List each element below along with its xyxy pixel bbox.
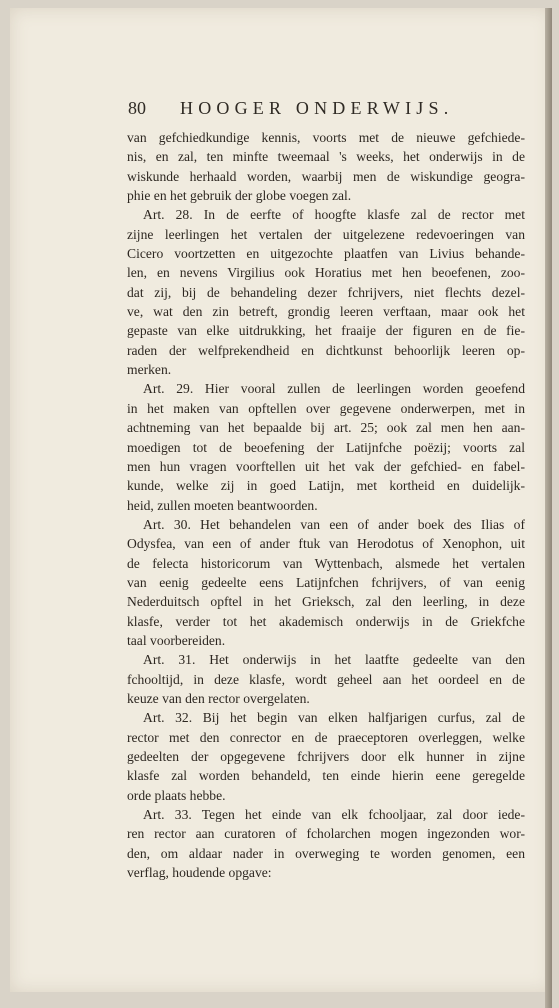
text-line: de felecta historicorum van Wyttenbach, alsmede het vertalen: [127, 555, 525, 571]
text-line: men hun vragen voorftellen uit het vak der gefchied- en fabel-: [127, 458, 525, 474]
text-line: keuze van den rector overgelaten.: [127, 690, 310, 706]
text-line: ve, wat den zin betreft, grondig leeren verftaan, maar ook het: [127, 304, 525, 320]
text-line: orde plaats hebbe.: [127, 787, 226, 803]
text-line: Art. 32. Bij het begin van elken halfjarigen curfus, zal de: [143, 710, 525, 726]
text-line: merken.: [127, 362, 172, 378]
text-line: klasfe, verder tot het akademisch onderwijs in de Griekfche: [127, 613, 525, 629]
text-line: taal voorbereiden.: [127, 632, 226, 648]
text-line: nis, en zal, ten minfte tweemaal 's weeks, het onderwijs in de: [127, 149, 525, 165]
text-line: Nederduitsch opftel in het Grieksch, zal den leerling, in deze: [127, 594, 525, 610]
text-line: phie en het gebruik der globe voegen zal.: [127, 188, 352, 204]
text-line: fchooltijd, in deze klasfe, wordt geheel aan het oordeel en de: [127, 671, 525, 687]
running-title: HOOGER ONDERWIJS.: [180, 98, 454, 118]
text-line: heid, zullen moeten beantwoorden.: [127, 497, 318, 513]
text-line: klasfe zal worden behandeld, ten einde hierin eene geregelde: [127, 768, 525, 784]
text-line: Art. 28. In de eerfte of hoogfte klasfe zal de rector met: [143, 207, 525, 223]
text-line: zijne leerlingen het vertalen der uitgelezene redevoeringen van: [127, 226, 525, 242]
page-number: 80: [128, 98, 146, 118]
book-page: [10, 8, 552, 992]
text-line: dat zij, bij de behandeling dezer fchrijvers, niet flechts dezel-: [127, 284, 525, 300]
text-line: Art. 33. Tegen het einde van elk fchooljaar, zal door iede-: [143, 807, 525, 823]
text-line: Art. 31. Het onderwijs in het laatfte gedeelte van den: [143, 652, 525, 668]
page-edge: [545, 8, 552, 1008]
text-line: moedigen tot de beoefening der Latijnfche poëzij; voorts zal: [127, 439, 525, 455]
text-line: rector met den conrector en de praeceptoren overleggen, welke: [127, 729, 525, 745]
text-line: wiskunde herhaald worden, waarbij men de wiskundige geogra-: [127, 168, 525, 184]
text-line: len, en nevens Virgilius ook Horatius met hen beoefenen, zoo-: [127, 265, 525, 281]
body-text: [127, 128, 525, 882]
text-line: van gefchiedkundige kennis, voorts met de nieuwe gefchiede-: [127, 130, 525, 145]
text-line: Art. 29. Hier vooral zullen de leerlingen worden geoefend: [143, 381, 525, 397]
text-line: Odysfea, van een of ander ftuk van Herodotus of Xenophon, uit: [127, 536, 525, 552]
text-line: van eenig gedeelte eens Latijnfchen fchrijvers, of van eenig: [127, 574, 525, 590]
text-line: achtneming van het bepaalde bij art. 25; ook zal men hen aan-: [127, 420, 525, 436]
text-line: gepaste van elke uitdrukking, het fraaije der figuren en de fie-: [127, 323, 525, 339]
text-line: Cicero voortzetten en uitgezochte plaatfen van Livius behande-: [127, 246, 525, 262]
page-header: [128, 98, 478, 120]
text-line: gedeelten der opgegevene fchrijvers door elk hunner in zijne: [127, 749, 525, 764]
text-line: kunde, welke zij in goed Latijn, met kortheid en duidelijk-: [127, 478, 525, 494]
text-line: verflag, houdende opgave:: [127, 865, 272, 881]
text-line: in het maken van opftellen over gegevene onderwerpen, met in: [127, 400, 525, 416]
text-line: raden der welfprekendheid en dichtkunst behoorlijk leeren op-: [127, 342, 525, 358]
text-line: den, om aldaar nader in overweging te worden genomen, een: [127, 845, 525, 861]
text-line: ren rector aan curatoren of fcholarchen mogen ingezonden wor-: [127, 826, 525, 842]
text-line: Art. 30. Het behandelen van een of ander boek des Ilias of: [143, 516, 525, 532]
